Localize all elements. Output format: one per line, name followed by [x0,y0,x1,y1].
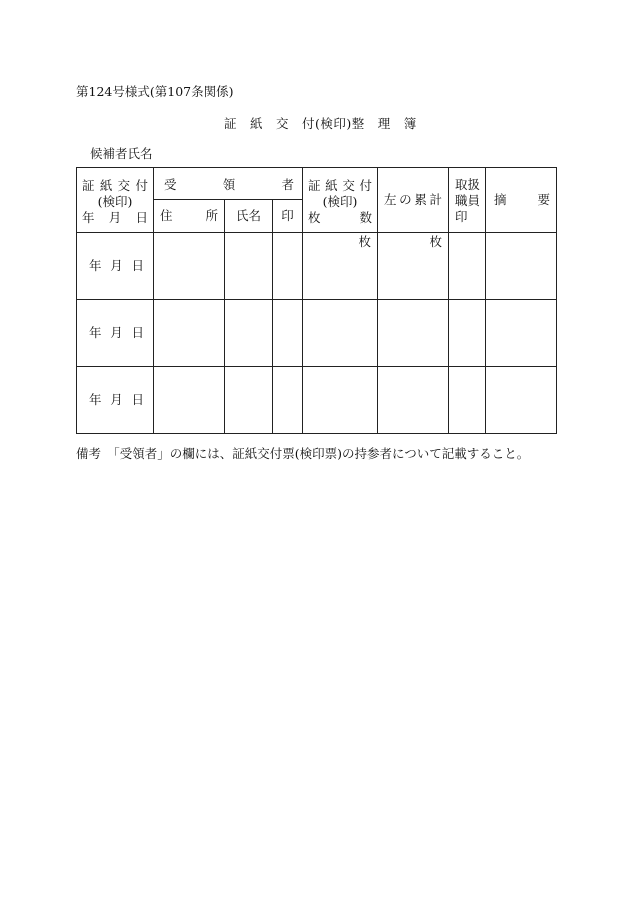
header-cumulative: 左 の 累 計 [378,168,449,233]
header-seal: 印 [273,200,303,233]
row-name [225,233,273,300]
row-remarks [486,233,557,300]
candidate-name-label: 候補者氏名 [90,146,153,161]
row-handler-seal [449,367,486,434]
remarks-note: 備考 「受領者」の欄には、証紙交付票(検印票)の持参者について記載すること。 [76,446,530,461]
row-date: 年 月 日 [77,367,154,434]
table-row [77,233,557,300]
row-address [154,233,225,300]
row-remarks [486,300,557,367]
row-count-unit: 枚 [303,233,378,300]
header-name: 氏名 [225,200,273,233]
row-seal [273,300,303,367]
ledger-table [76,167,557,434]
header-issue-date: 証 紙 交 付 (検印) 年 月 日 [77,168,154,233]
row-address [154,367,225,434]
row-handler-seal [449,300,486,367]
row-seal [273,233,303,300]
row-date: 年 月 日 [77,233,154,300]
row-count [303,367,378,434]
header-address: 住 所 [154,200,225,233]
header-remarks: 摘 要 [486,168,557,233]
row-date: 年 月 日 [77,300,154,367]
row-remarks [486,367,557,434]
header-issued-count: 証 紙 交 付 (検印) 枚 数 [303,168,378,233]
row-cumulative [378,300,449,367]
row-name [225,367,273,434]
row-handler-seal [449,233,486,300]
row-address [154,300,225,367]
row-cumulative [378,367,449,434]
row-name [225,300,273,367]
row-cumulative-unit: 枚 [378,233,449,300]
table-row [77,300,557,367]
table-row [77,367,557,434]
document-title: 証 紙 交 付(検印)整 理 簿 [224,116,417,131]
header-handler-seal: 取 扱 職 員 印 [449,168,486,233]
row-count [303,300,378,367]
row-seal [273,367,303,434]
header-recipient: 受 領 者 [154,168,303,200]
form-number: 第124号様式(第107条関係) [76,84,234,99]
